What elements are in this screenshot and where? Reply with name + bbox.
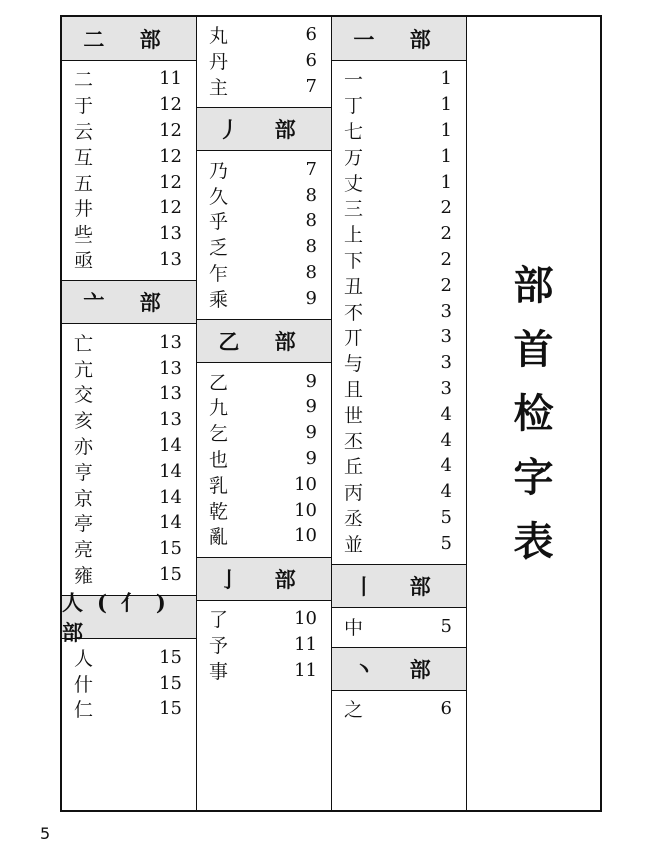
- column-3: [332, 17, 467, 810]
- entry-character: 丌: [344, 327, 364, 350]
- index-entry: [74, 484, 184, 510]
- entry-page-number: 15: [159, 698, 182, 720]
- index-entry: [344, 376, 454, 402]
- entry-list: [62, 324, 196, 595]
- entry-character: 丞: [344, 507, 364, 530]
- entry-page-number: 10: [294, 473, 317, 495]
- entry-character: 丁: [344, 95, 364, 118]
- entry-character: 也: [209, 448, 229, 471]
- entry-page-number: 10: [294, 499, 317, 521]
- entry-page-number: 6: [440, 698, 452, 720]
- entry-list: [197, 17, 331, 107]
- index-entry: [74, 696, 184, 722]
- entry-character: 主: [209, 77, 229, 99]
- index-entry: [344, 324, 454, 350]
- entry-page-number: 5: [440, 615, 452, 637]
- entry-page-number: 13: [159, 383, 182, 405]
- entry-character: 丙: [344, 482, 364, 505]
- entry-character: 互: [74, 146, 94, 169]
- index-entry: [344, 66, 454, 92]
- entry-character: 亮: [74, 539, 94, 562]
- entry-character: 云: [74, 121, 94, 143]
- entry-page-number: 7: [305, 75, 317, 97]
- entry-character: 乍: [209, 262, 229, 285]
- index-entry: [209, 394, 319, 420]
- index-entry: [74, 195, 184, 221]
- entry-page-number: 8: [305, 210, 317, 232]
- entry-character: 京: [74, 487, 94, 510]
- index-entry: [74, 169, 184, 195]
- entry-page-number: 12: [159, 171, 182, 193]
- index-entry: [74, 221, 184, 247]
- index-entry: [209, 497, 319, 523]
- entry-list: [332, 691, 466, 730]
- index-entry: [74, 670, 184, 696]
- index-entry: [344, 195, 454, 221]
- index-entry: [209, 260, 319, 286]
- index-entry: [344, 118, 454, 144]
- entry-page-number: 7: [305, 158, 317, 180]
- entry-character: 上: [344, 224, 364, 247]
- entry-character: 井: [74, 198, 94, 221]
- index-entry: [209, 523, 319, 549]
- entry-character: 乘: [209, 288, 229, 311]
- entry-character: 五: [74, 172, 94, 195]
- entry-page-number: 3: [440, 377, 452, 399]
- entry-character: 九: [209, 397, 229, 420]
- entry-list: [332, 608, 466, 647]
- index-entry: [209, 182, 319, 208]
- entry-page-number: 2: [440, 223, 452, 245]
- entry-character: 下: [344, 249, 364, 272]
- index-entry: [74, 118, 184, 144]
- entry-page-number: 1: [440, 145, 452, 167]
- entry-page-number: 2: [440, 248, 452, 270]
- entry-character: 与: [344, 353, 364, 376]
- entry-page-number: 15: [159, 538, 182, 560]
- entry-character: 乾: [209, 500, 229, 523]
- entry-page-number: 12: [159, 119, 182, 141]
- entry-page-number: 4: [440, 403, 452, 425]
- entry-page-number: 14: [159, 512, 182, 534]
- column-1: [62, 17, 197, 810]
- index-entry: [74, 381, 184, 407]
- entry-character: 久: [209, 185, 229, 208]
- entry-character: 乏: [209, 237, 229, 260]
- entry-character: 丘: [344, 456, 364, 479]
- entry-page-number: 1: [440, 171, 452, 193]
- section-header: 丨 部: [332, 564, 466, 608]
- title-char: 检: [513, 389, 554, 437]
- index-entry: [209, 606, 319, 632]
- entry-character: 丕: [344, 430, 364, 453]
- entry-page-number: 3: [440, 326, 452, 348]
- entry-character: 一: [344, 69, 364, 92]
- index-entry: [74, 644, 184, 670]
- entry-list: [332, 61, 466, 564]
- index-entry: [344, 143, 454, 169]
- section-header: 人(亻)部: [62, 595, 196, 639]
- entry-page-number: 14: [159, 460, 182, 482]
- entry-character: 人: [74, 647, 94, 670]
- section-header: 一 部: [332, 17, 466, 61]
- entry-page-number: 4: [440, 455, 452, 477]
- entry-page-number: 10: [294, 525, 317, 547]
- entry-page-number: 11: [294, 659, 317, 681]
- entry-character: 之: [344, 699, 364, 722]
- entry-page-number: 12: [159, 94, 182, 116]
- index-entry: [209, 208, 319, 234]
- entry-page-number: 13: [159, 248, 182, 270]
- index-entry: [344, 453, 454, 479]
- title-column: [467, 17, 600, 810]
- entry-page-number: 14: [159, 486, 182, 508]
- index-entry: [344, 350, 454, 376]
- entry-character: 雍: [74, 564, 94, 587]
- entry-character: 事: [209, 660, 229, 683]
- entry-page-number: 9: [305, 447, 317, 469]
- entry-character: 三: [344, 198, 364, 221]
- section-header: 亠 部: [62, 280, 196, 324]
- entry-page-number: 2: [440, 197, 452, 219]
- index-entry: [209, 74, 319, 100]
- entry-character: 亦: [74, 435, 94, 458]
- entry-character: 交: [74, 384, 94, 407]
- index-entry: [209, 446, 319, 472]
- section-header: 乙 部: [197, 319, 331, 363]
- entry-page-number: 4: [440, 429, 452, 451]
- index-entry: [344, 427, 454, 453]
- index-entry: [74, 355, 184, 381]
- entry-page-number: 13: [159, 409, 182, 431]
- index-entry: [209, 632, 319, 658]
- entry-page-number: 3: [440, 352, 452, 374]
- index-entry: [209, 471, 319, 497]
- index-entry: [344, 613, 454, 639]
- entry-character: 亥: [74, 410, 94, 433]
- entry-character: 丑: [344, 275, 364, 298]
- index-table: [60, 15, 602, 812]
- entry-character: 七: [344, 121, 364, 143]
- index-entry: [74, 143, 184, 169]
- index-entry: [209, 368, 319, 394]
- index-entry: [74, 407, 184, 433]
- entry-list: [197, 151, 331, 319]
- entry-page-number: 2: [440, 274, 452, 296]
- entry-character: 什: [74, 673, 94, 696]
- entry-page-number: 12: [159, 145, 182, 167]
- index-entry: [209, 420, 319, 446]
- index-entry: [209, 48, 319, 74]
- index-entry: [344, 401, 454, 427]
- entry-character: 乃: [209, 159, 229, 182]
- index-entry: [74, 329, 184, 355]
- entry-character: 乞: [209, 423, 229, 446]
- entry-page-number: 15: [159, 646, 182, 668]
- page-number: 5: [40, 824, 51, 843]
- index-entry: [74, 66, 184, 92]
- section-header: 亅 部: [197, 557, 331, 601]
- column-2: [197, 17, 332, 810]
- entry-character: 万: [344, 146, 364, 169]
- entry-page-number: 5: [440, 532, 452, 554]
- index-entry: [344, 505, 454, 531]
- entry-list: [197, 363, 331, 557]
- index-entry: [344, 479, 454, 505]
- entry-character: 仁: [74, 699, 94, 722]
- index-entry: [344, 298, 454, 324]
- entry-list: [197, 601, 331, 691]
- entry-page-number: 9: [305, 422, 317, 444]
- entry-character: 予: [209, 634, 229, 657]
- entry-page-number: 9: [305, 396, 317, 418]
- entry-page-number: 3: [440, 300, 452, 322]
- section-header: 丶 部: [332, 647, 466, 691]
- entry-character: 亟: [74, 249, 94, 272]
- entry-character: 不: [344, 301, 364, 324]
- title-char: 字: [513, 453, 554, 501]
- section-header: 二 部: [62, 17, 196, 61]
- entry-character: 亡: [74, 332, 94, 355]
- entry-character: 乎: [209, 211, 229, 234]
- entry-character: 乙: [209, 371, 229, 394]
- entry-character: 二: [74, 69, 94, 92]
- entry-page-number: 5: [440, 506, 452, 528]
- index-entry: [344, 92, 454, 118]
- index-entry: [344, 696, 454, 722]
- title-char: 首: [513, 325, 554, 373]
- entry-character: 亢: [74, 358, 94, 381]
- entry-character: 並: [344, 533, 364, 556]
- entry-character: 了: [209, 609, 229, 632]
- entry-page-number: 1: [440, 68, 452, 90]
- entry-page-number: 6: [305, 50, 317, 72]
- index-entry: [74, 536, 184, 562]
- entry-page-number: 9: [305, 370, 317, 392]
- index-entry: [74, 458, 184, 484]
- entry-page-number: 8: [305, 236, 317, 258]
- index-entry: [209, 22, 319, 48]
- entry-page-number: 15: [159, 672, 182, 694]
- entry-page-number: 6: [305, 24, 317, 46]
- title-char: 部: [513, 261, 554, 309]
- index-entry: [209, 657, 319, 683]
- index-entry: [74, 562, 184, 588]
- entry-character: 丹: [209, 51, 229, 74]
- entry-character: 乳: [209, 474, 229, 497]
- entry-page-number: 12: [159, 197, 182, 219]
- entry-page-number: 1: [440, 119, 452, 141]
- entry-page-number: 13: [159, 357, 182, 379]
- entry-page-number: 13: [159, 331, 182, 353]
- entry-page-number: 8: [305, 184, 317, 206]
- index-entry: [344, 530, 454, 556]
- entry-page-number: 13: [159, 223, 182, 245]
- index-entry: [74, 247, 184, 273]
- entry-page-number: 15: [159, 563, 182, 585]
- entry-page-number: 14: [159, 434, 182, 456]
- entry-page-number: 11: [294, 633, 317, 655]
- index-entry: [74, 510, 184, 536]
- index-entry: [344, 169, 454, 195]
- index-entry: [344, 221, 454, 247]
- entry-character: 于: [74, 95, 94, 118]
- entry-character: 丈: [344, 172, 364, 195]
- section-header: 丿 部: [197, 107, 331, 151]
- entry-character: 亂: [209, 526, 229, 549]
- index-entry: [344, 272, 454, 298]
- entry-character: 些: [74, 224, 94, 247]
- entry-page-number: 11: [159, 68, 182, 90]
- entry-character: 世: [344, 404, 364, 427]
- entry-character: 丸: [209, 25, 229, 48]
- entry-list: [62, 639, 196, 729]
- entry-page-number: 10: [294, 608, 317, 630]
- index-entry: [209, 156, 319, 182]
- index-entry: [74, 433, 184, 459]
- page-title: [467, 17, 600, 810]
- index-entry: [209, 234, 319, 260]
- entry-page-number: 8: [305, 261, 317, 283]
- entry-character: 中: [344, 616, 364, 639]
- index-entry: [344, 247, 454, 273]
- title-char: 表: [513, 517, 554, 565]
- index-entry: [209, 285, 319, 311]
- index-entry: [74, 92, 184, 118]
- entry-page-number: 4: [440, 481, 452, 503]
- entry-character: 亭: [74, 513, 94, 536]
- entry-character: 且: [344, 378, 364, 401]
- entry-character: 亨: [74, 461, 94, 484]
- entry-page-number: 1: [440, 94, 452, 116]
- entry-list: [62, 61, 196, 280]
- entry-page-number: 9: [305, 287, 317, 309]
